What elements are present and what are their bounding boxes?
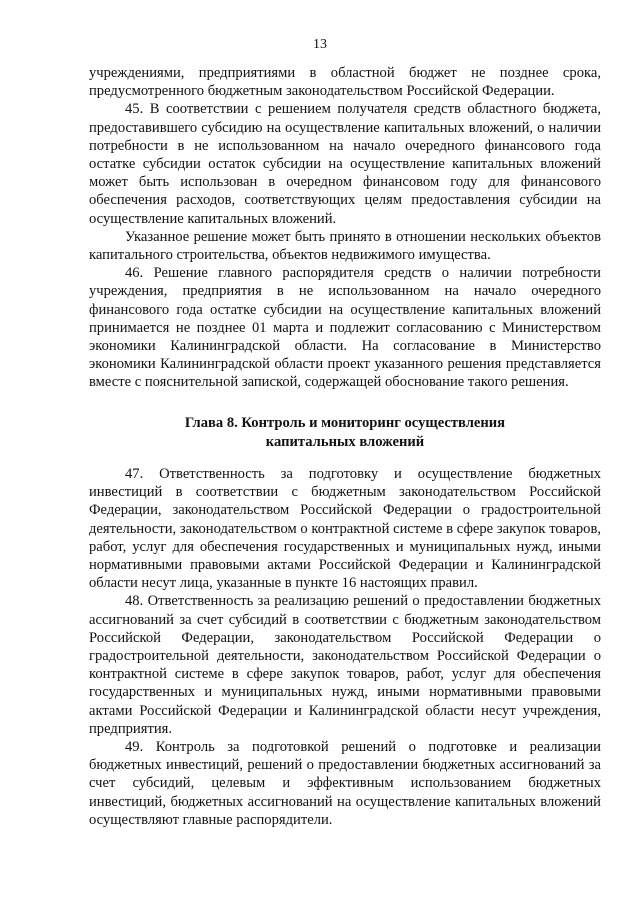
chapter-heading [89, 414, 601, 451]
continuation-paragraph: учреждениями, предприятиями в областной бюджет не позднее срока, предусмотренного бюджетным законодательством Российской Федерации. [89, 65, 601, 100]
chapter-heading-line-2: капитальных вложений [265, 433, 425, 450]
paragraph-49: 49. Контроль за подготовкой решений о подготовке и реализации бюджетных инвестиций, решений о предоставлении бюджетных ассигнований за счет субсидий, целевым и эффективным использованием бюджетных инвестиций, бюджетных ассигнований на осуществление капитальных вложений осуществляют главные распорядители. [89, 739, 601, 828]
paragraph-48: 48. Ответственность за реализацию решений о предоставлении бюджетных ассигнований за счет субсидий в соответствии с бюджетным законодательством Российской Федерации, законодательством Российской Федерации о градостроительной деятельности, законодательством Российской Федерации о контрактной системе в сфере закупок товаров, работ, услуг для обеспечения государственных и муниципальных нужд, иными нормативными правовыми актами Российской Федерации и Калининградской области несут учреждения, предприятия. [89, 593, 601, 737]
paragraph-45: 45. В соответствии с решением получателя средств областного бюджета, предоставившего субсидию на осуществление капитальных вложений, о наличии потребности в не использованном на начало очередного финансового года остатке субсидии остаток субсидии на осуществление капитальных вложений может быть использован в очередном финансовом году для финансового обеспечения расходов, соответствующих целям предоставления субсидии на осуществление капитальных вложений. [89, 101, 601, 227]
paragraph-46: 46. Решение главного распорядителя средств о наличии потребности учреждения, предприятия в не использованном на начало очередного финансового года остатке субсидии на осуществление капитальных вложений принимается не позднее 01 марта и подлежит согласованию с Министерством экономики Калининградской области. На согласование в Министерство экономики Калининградской области проект указанного решения представляется вместе с пояснительной запиской, содержащей обоснование такого решения. [89, 265, 601, 391]
chapter-heading-line-1: Глава 8. Контроль и мониторинг осуществления [184, 415, 506, 431]
paragraph-47: 47. Ответственность за подготовку и осуществление бюджетных инвестиций в соответствии с бюджетным законодательством Российской Федерации, законодательством Российской Федерации о градостроительной деятельности, законодательством о контрактной системе в сфере закупок товаров, работ, услуг для обеспечения государственных и муниципальных нужд, иными нормативными правовыми актами Российской Федерации и Калининградской области несут лица, указанные в пункте 16 настоящих правил. [89, 466, 601, 592]
lower-text-block [89, 465, 601, 829]
upper-text-block [89, 64, 601, 392]
page-number: 13 [313, 37, 327, 52]
paragraph-45-note: Указанное решение может быть принято в отношении нескольких объектов капитального строительства, объектов недвижимого имущества. [89, 228, 601, 264]
